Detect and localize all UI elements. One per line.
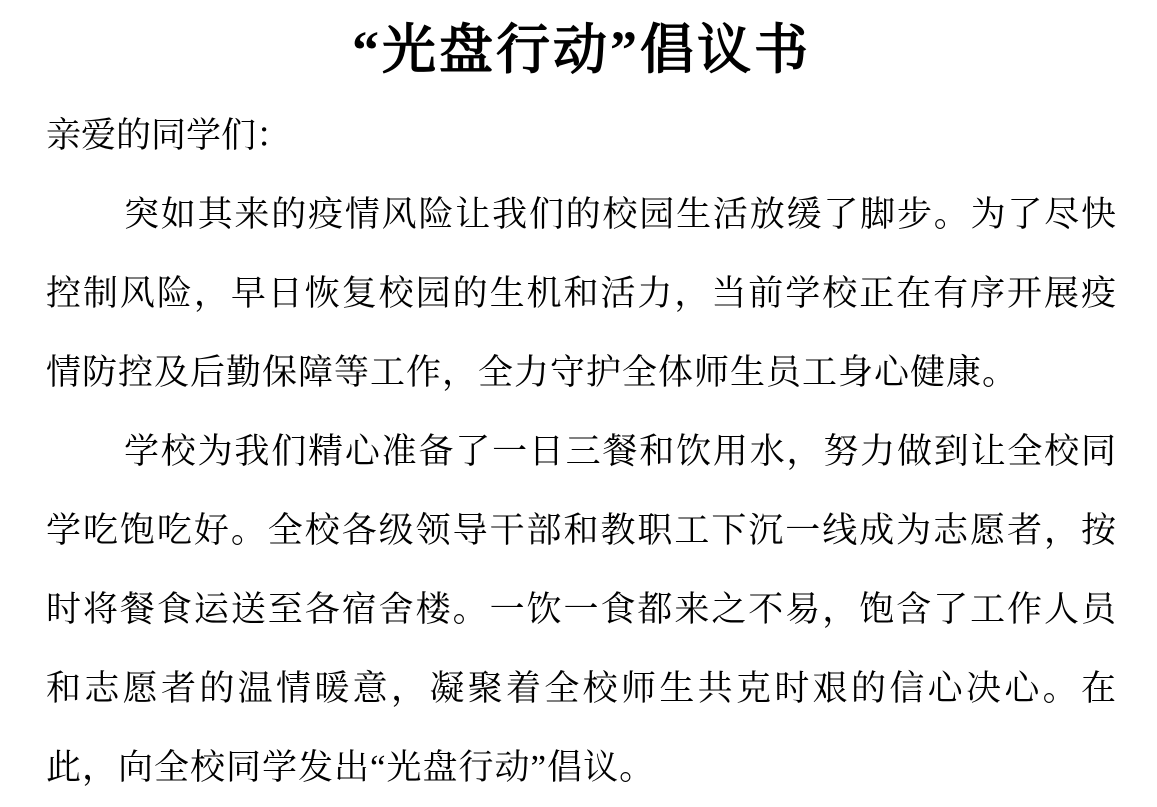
salutation: 亲爱的同学们：: [46, 116, 292, 155]
document-title: “光盘行动”倡议书: [352, 20, 811, 80]
paragraph-1: 突如其来的疫情风险让我们的校园生活放缓了脚步。为了尽快控制风险，早日恢复校园的生机和活力，当前学校正在有序开展疫情防控及后勤保障等工作，全力守护全体师生员工身心健康。: [46, 195, 1117, 392]
paragraph-2: 学校为我们精心准备了一日三餐和饮用水，努力做到让全校同学吃饱吃好。全校各级领导干部和教职工下沉一线成为志愿者，按时将餐食运送至各宿舍楼。一饮一食都来之不易，饱含了工作人员和志愿者的温情暖意，凝聚着全校师生共克时艰的信心决心。在此，向全校同学发出“光盘行动”倡议。: [46, 432, 1117, 787]
